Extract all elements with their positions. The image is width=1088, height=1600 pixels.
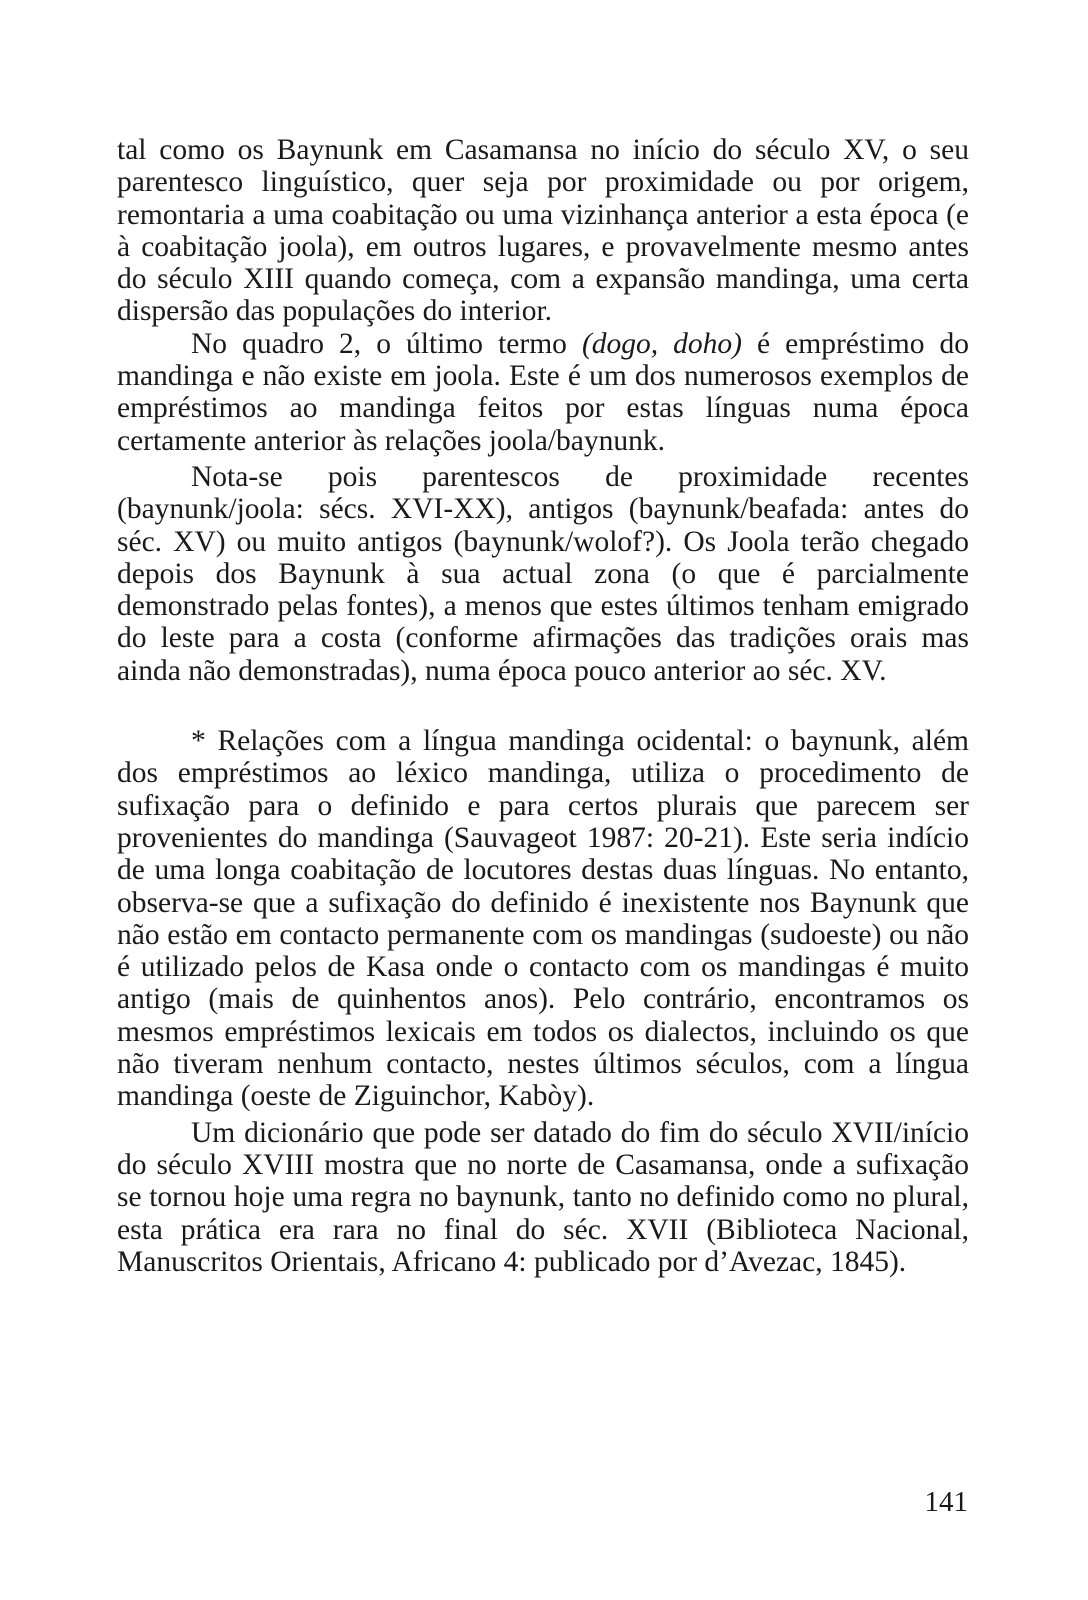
paragraph-2-middle: é empréstimo do mandinga e não existe em joola. (117, 327, 969, 393)
paragraph-2 (117, 328, 969, 457)
page-number: 141 (924, 1486, 968, 1518)
paragraph-4: * Relações com a língua mandinga ocidental: o baynunk, além dos empréstimos ao léxico mandinga, utiliza o procedimento de sufixação para o definido e para certos plurais que parecem ser provenientes do mandinga (Sauvageot 1987: 20-21). Este seria indício de uma longa coabitação de locutores destas duas línguas. No entanto, observa-se que a sufixação do definido é inexistente nos Baynunk que não estão em contacto permanente com os mandingas (sudoeste) ou não é utilizado pelos de Kasa onde o contacto com os mandingas é muito antigo (mais de quinhentos anos). Pelo contrário, encontramos os mesmos empréstimos lexicais em todos os dialectos, incluindo os que não tiveram nenhum contacto, nestes últimos séculos, com a língua mandinga (oeste de Ziguinchor, Kabòy). (117, 725, 969, 1113)
paragraph-2-end: Este é um dos numerosos exemplos de empréstimos ao mandinga feitos por estas línguas numa época certamente anterior às relações joola/baynunk. (117, 360, 969, 457)
paragraph-2-start: No quadro 2, o último termo (191, 327, 582, 360)
page-body (117, 134, 969, 1278)
paragraph-5: Um dicionário que pode ser datado do fim do século XVII/início do século XVIII mostra que no norte de Casamansa, onde a sufixação se tornou hoje uma regra no baynunk, tanto no definido como no plural, esta prática era rara no final do séc. XVII (Biblioteca Nacional, Manuscritos Orientais, Africano 4: publicado por d’Avezac, 1845). (117, 1116, 969, 1278)
paragraph-3: Nota-se pois parentescos de proximidade recentes (baynunk/joola: sécs. XVI-XX), antigos (baynunk/beafada: antes do séc. XV) ou muito antigos (baynunk/wolof?). Os Joola terão chegado depois dos Baynunk à sua actual zona (o que é parcialmente demonstrado pelas fontes), a menos que estes últimos tenham emigrado do leste para a costa (conforme afirmações das tradições orais mas ainda não demonstradas), numa época pouco anterior ao séc. XV. (117, 460, 969, 687)
paragraph-2-italic-terms: (dogo, doho) (581, 327, 742, 360)
paragraph-1: tal como os Baynunk em Casamansa no início do século XV, o seu parentesco linguístico, quer seja por proximidade ou por origem, remontaria a uma coabitação ou uma vizinhança anterior a esta época (e à coabitação joola), em outros lugares, e provavelmente mesmo antes do século XIII quando começa, com a expansão mandinga, uma certa dispersão das populações do interior. (117, 134, 969, 328)
